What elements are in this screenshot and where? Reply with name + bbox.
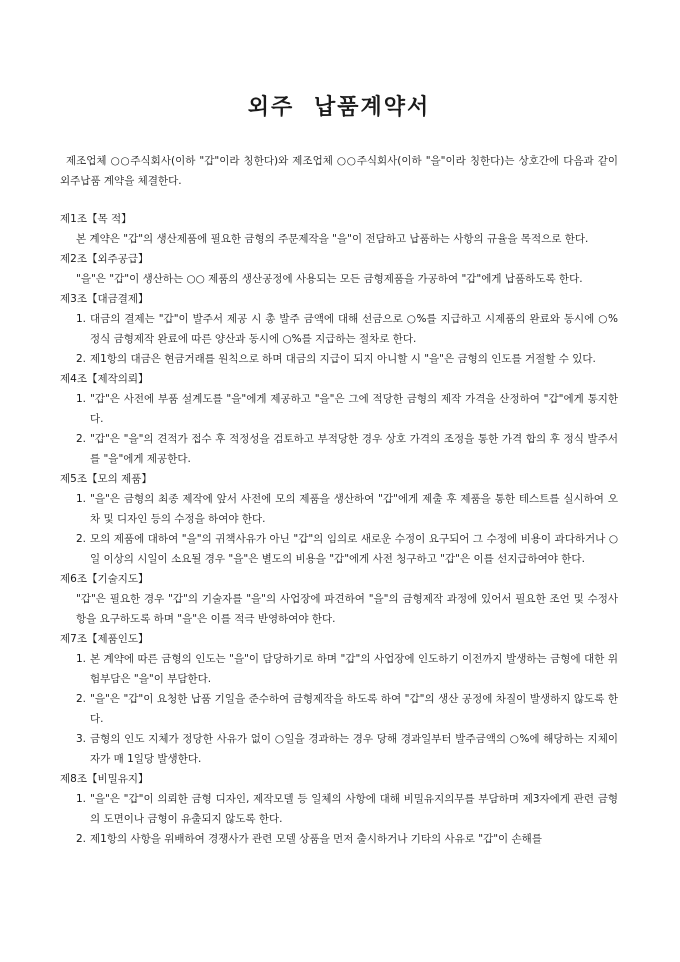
document-title: 외주 납품계약서 — [247, 95, 431, 120]
item-text: 본 계약에 따른 금형의 인도는 "을"이 담당하기로 하며 "갑"의 사업장에 인도하기 이전까지 발생하는 금형에 대한 위험부담은 "을"이 부담한다. — [90, 653, 618, 685]
article-item-list — [60, 649, 618, 769]
item-text: 대금의 결제는 "갑"이 발주서 제공 시 총 발주 금액에 대해 선금으로 ○%를 지급하고 시제품의 완료와 동시에 ○% 정식 금형제작 완료에 따른 양산과 동시에 ○%를 지급하는 절차로 한다. — [90, 313, 618, 345]
article-item — [76, 689, 618, 729]
item-number: 2. — [76, 833, 87, 845]
article-item — [76, 429, 618, 469]
item-number: 1. — [76, 313, 87, 325]
item-number: 3. — [76, 733, 87, 745]
item-text: "을"은 "갑"이 의뢰한 금형 디자인, 제작모델 등 일체의 사항에 대해 비밀유지의무를 부담하며 제3자에게 관련 금형의 도면이나 금형이 유출되지 않도록 한다. — [90, 793, 618, 825]
article-heading: 제7조【제품인도】 — [60, 633, 149, 645]
item-number: 2. — [76, 433, 87, 445]
article-2 — [60, 249, 618, 289]
article-heading: 제6조【기술지도】 — [60, 573, 149, 585]
article-item — [76, 649, 618, 689]
item-number: 1. — [76, 793, 87, 805]
article-text: "을"은 "갑"이 생산하는 ○○ 제품의 생산공정에 사용되는 모든 금형제품을 가공하여 "갑"에게 납품하도록 한다. — [76, 273, 583, 285]
article-text: "갑"은 필요한 경우 "갑"의 기술자를 "을"의 사업장에 파견하여 "을"의 금형제작 과정에 있어서 필요한 조언 및 수정사항을 요구하도록 하며 "을"은 이를 적극 반영하여야 한다. — [76, 593, 618, 625]
item-number: 1. — [76, 493, 87, 505]
article-item — [76, 309, 618, 349]
article-item-list — [60, 389, 618, 469]
article-1 — [60, 209, 618, 249]
article-item — [76, 789, 618, 829]
item-text: "을"은 금형의 최종 제작에 앞서 사전에 모의 제품을 생산하여 "갑"에게 제출 후 제품을 통한 테스트를 실시하여 오차 및 디자인 등의 수정을 하여야 한다. — [90, 493, 618, 525]
article-item-list — [60, 309, 618, 369]
article-heading: 제8조【비밀유지】 — [60, 773, 149, 785]
article-item — [76, 349, 618, 369]
article-heading: 제3조【대금결제】 — [60, 293, 149, 305]
article-7 — [60, 629, 618, 769]
article-item — [76, 829, 618, 849]
article-item — [76, 529, 618, 569]
article-heading: 제2조【외주공급】 — [60, 253, 149, 265]
item-text: 금형의 인도 지체가 정당한 사유가 없이 ○일을 경과하는 경우 당해 경과일부터 발주금액의 ○%에 해당하는 지체이자가 매 1일당 발생한다. — [90, 733, 618, 765]
article-heading: 제1조【목 적】 — [60, 213, 132, 225]
item-text: "을"은 "갑"이 요청한 납품 기일을 준수하여 금형제작을 하도록 하여 "갑"의 생산 공정에 차질이 발생하지 않도록 한다. — [90, 693, 618, 725]
item-number: 2. — [76, 353, 87, 365]
article-6 — [60, 569, 618, 629]
article-5 — [60, 469, 618, 569]
intro-paragraph: 제조업체 ○○주식회사(이하 "갑"이라 칭한다)와 제조업체 ○○주식회사(이하 "을"이라 칭한다)는 상호간에 다음과 같이 외주납품 계약을 체결한다. — [60, 155, 618, 187]
item-number: 1. — [76, 393, 87, 405]
item-text: 제1항의 대금은 현금거래를 원칙으로 하며 대금의 지급이 되지 아니할 시 "을"은 금형의 인도를 거절할 수 있다. — [90, 353, 596, 365]
item-number: 2. — [76, 533, 87, 545]
item-text: 제1항의 사항을 위배하여 경쟁사가 관련 모델 상품을 먼저 출시하거나 기타의 사유로 "갑"이 손해를 — [90, 833, 542, 845]
item-text: 모의 제품에 대하여 "을"의 귀책사유가 아닌 "갑"의 임의로 새로운 수정이 요구되어 그 수정에 비용이 과다하거나 ○일 이상의 시일이 소요될 경우 "을"은 별도의 비용을 "갑"에게 사전 청구하고 "갑"은 이를 선지급하여야 한다. — [90, 533, 618, 565]
article-heading: 제5조【모의 제품】 — [60, 473, 152, 485]
item-text: "갑"은 "을"의 견적가 접수 후 적정성을 검토하고 부적당한 경우 상호 가격의 조정을 통한 가격 합의 후 정식 발주서를 "을"에게 제공한다. — [90, 433, 618, 465]
article-text: 본 계약은 "갑"의 생산제품에 필요한 금형의 주문제작을 "을"이 전담하고 납품하는 사항의 규율을 목적으로 한다. — [76, 233, 589, 245]
article-item — [76, 489, 618, 529]
article-item — [76, 389, 618, 429]
item-number: 2. — [76, 693, 87, 705]
article-item-list — [60, 489, 618, 569]
articles-container — [60, 209, 618, 849]
article-item — [76, 729, 618, 769]
article-8 — [60, 769, 618, 849]
item-number: 1. — [76, 653, 87, 665]
article-heading: 제4조【제작의뢰】 — [60, 373, 149, 385]
article-item-list — [60, 789, 618, 849]
article-3 — [60, 289, 618, 369]
article-4 — [60, 369, 618, 469]
item-text: "갑"은 사전에 부품 설계도를 "을"에게 제공하고 "을"은 그에 적당한 금형의 제작 가격을 산정하여 "갑"에게 통지한다. — [90, 393, 618, 425]
